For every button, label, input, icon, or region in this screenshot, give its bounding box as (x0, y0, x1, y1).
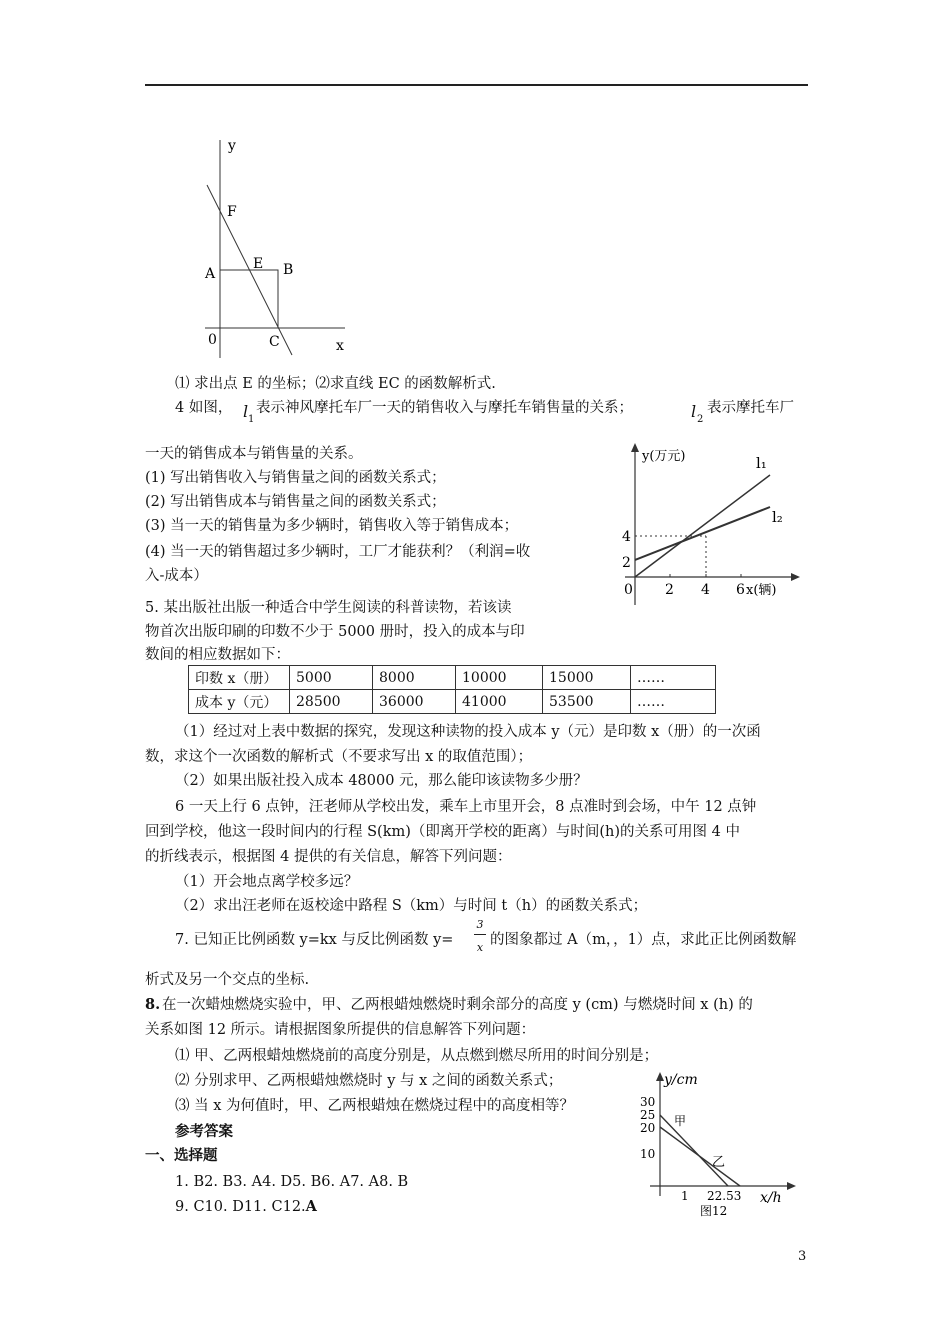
table-row (189, 690, 716, 714)
q4-intro-b: 表示神风摩托车厂一天的销售收入与摩托车销售量的关系； (256, 400, 633, 416)
q8-line1: 在一次蜡烛燃烧实验中，甲、乙两根蜡烛燃烧时剩余部分的高度 y (cm) 与燃烧时间 x (h) 的 (162, 997, 753, 1013)
q4-intro-a: 4 如图， (175, 400, 233, 416)
q3-subquestion: ⑴ 求出点 E 的坐标；⑵求直线 EC 的函数解析式. (175, 376, 496, 392)
fig3-label-jia: 甲 (674, 1114, 687, 1128)
fig3-tick-x1: 1 (681, 1189, 689, 1203)
table-cell: 41000 (456, 690, 543, 714)
fig2-tick-x4: 4 (701, 582, 710, 598)
fig1-label-c: C (269, 334, 280, 350)
fig1-label-b: B (283, 262, 294, 278)
fig3-x-label: x/h (760, 1190, 782, 1206)
fig3-tick-25: 25 (640, 1108, 656, 1122)
fig1-label-a: A (205, 266, 216, 282)
header-rule (145, 84, 808, 86)
fig2-l2: l₂ (772, 508, 783, 526)
fig2-l1: l₁ (756, 454, 767, 472)
table-cell: 15000 (543, 666, 631, 690)
answers-title: 参考答案 (175, 1123, 233, 1140)
table-cell: 53500 (543, 690, 631, 714)
q4-l1-sub: 1 (248, 414, 255, 425)
table-cell: 5000 (290, 666, 373, 690)
answers-row2 (175, 1197, 317, 1217)
q4-sub1: (1) 写出销售收入与销售量之间的函数关系式； (145, 470, 446, 486)
fig3-caption: 图12 (700, 1204, 728, 1218)
figure-sales-chart (610, 440, 800, 615)
q8-number: 8. (145, 996, 161, 1013)
q7-frac-bar (474, 934, 486, 935)
figure-candle-chart (630, 1068, 810, 1218)
q4-sub4-cont: 入-成本） (145, 568, 208, 584)
q8-sub2: ⑵ 分别求甲、乙两根蜡烛燃烧时 y 与 x 之间的函数关系式； (175, 1073, 563, 1089)
fig2-tick-y4: 4 (622, 529, 631, 545)
figure-rectangle-line (195, 130, 365, 360)
fig2-y-label: y(万元) (642, 449, 686, 464)
q4-l2-sub: 2 (697, 414, 704, 425)
table-cell: 28500 (290, 690, 373, 714)
fig2-tick-y2: 2 (622, 555, 631, 571)
table-cell: 成本 y（元） (189, 690, 290, 714)
q5-line3: 数间的相应数据如下： (145, 647, 290, 663)
table-cell: 印数 x（册） (189, 666, 290, 690)
fig2-x-label: x(辆) (746, 583, 777, 598)
fig1-label-f: F (227, 204, 237, 220)
table-cell: …… (631, 666, 716, 690)
fig3-tick-20: 20 (640, 1121, 656, 1135)
table-cell: 8000 (373, 666, 456, 690)
print-cost-table (188, 665, 716, 714)
fig3-label-yi: 乙 (712, 1155, 726, 1170)
fig1-label-o: 0 (208, 332, 217, 348)
q7-frac-num: 3 (476, 918, 484, 931)
fig2-tick-x0: 0 (624, 582, 633, 598)
q5-sub1-b: 数，求这个一次函数的解析式（不要求写出 x 的取值范围）； (145, 749, 533, 765)
table-row (189, 666, 716, 690)
table-cell: …… (631, 690, 716, 714)
q4-intro-c: 表示摩托车厂 (707, 400, 794, 416)
q5-line1: 5. 某出版社出版一种适合中学生阅读的科普读物，若该读 (145, 600, 512, 616)
q7-line1-b: 的图象都过 A（m，，1）点，求此正比例函数解 (490, 932, 797, 948)
q5-sub2: （2）如果出版社投入成本 48000 元，那么能印该读物多少册？ (175, 773, 588, 789)
answers-row2-last: A (305, 1198, 317, 1215)
table-cell: 10000 (456, 666, 543, 690)
fig3-y-label: y/cm (664, 1072, 698, 1088)
q4-sub2: (2) 写出销售成本与销售量之间的函数关系式； (145, 494, 446, 510)
fig2-tick-x6: 6 (736, 582, 745, 598)
fig3-tick-30: 30 (640, 1095, 656, 1109)
q6-sub2: （2）求出汪老师在返校途中路程 S（km）与时间 t（h）的函数关系式； (175, 898, 648, 914)
page-number: 3 (798, 1249, 807, 1264)
q7-line1-a: 7. 已知正比例函数 y=kx 与反比例函数 y= (175, 932, 454, 948)
q4-line2: 一天的销售成本与销售量的关系。 (145, 446, 363, 462)
fig3-tick-10: 10 (640, 1147, 656, 1161)
q5-line2: 物首次出版印刷的印数不少于 5000 册时，投入的成本与印 (145, 624, 525, 640)
q6-line1: 6 一天上行 6 点钟，汪老师从学校出发，乘车上市里开会，8 点准时到会场，中午 12 点钟 (175, 799, 757, 815)
q8-line2: 关系如图 12 所示。请根据图象所提供的信息解答下列问题： (145, 1022, 536, 1038)
answers-row2-text: 9. C10. D11. C12. (175, 1199, 306, 1215)
q4-l2: l (691, 402, 697, 421)
fig2-tick-x2: 2 (665, 582, 674, 598)
q6-line3: 的折线表示，根据图 4 提供的有关信息，解答下列问题： (145, 849, 512, 865)
fig3-tick-x-values: 22.53 (707, 1189, 742, 1203)
q6-sub1: （1）开会地点离学校多远？ (175, 874, 359, 890)
q6-line2: 回到学校，他这一段时间内的行程 S(km)（即离开学校的距离）与时间(h)的关系可用图 4 中 (145, 824, 740, 840)
answers-section: 一、选择题 (145, 1147, 218, 1164)
table-cell: 36000 (373, 690, 456, 714)
q4-l1: l (243, 402, 249, 421)
q4-sub3: (3) 当一天的销售量为多少辆时，销售收入等于销售成本； (145, 518, 519, 534)
q5-sub1-a: （1）经过对上表中数据的探究，发现这种读物的投入成本 y（元）是印数 x（册）的一次函 (175, 724, 761, 740)
q7-line2: 析式及另一个交点的坐标. (145, 972, 310, 988)
fig1-label-x: x (336, 338, 344, 354)
answers-row1: 1. B2. B3. A4. D5. B6. A7. A8. B (175, 1174, 409, 1190)
fig1-label-e: E (253, 256, 264, 272)
q8-sub3: ⑶ 当 x 为何值时，甲、乙两根蜡烛在燃烧过程中的高度相等？ (175, 1098, 575, 1114)
fig1-label-y: y (228, 138, 236, 154)
q4-sub4: (4) 当一天的销售超过多少辆时，工厂才能获利？（利润=收 (145, 544, 531, 560)
q8-sub1: ⑴ 甲、乙两根蜡烛燃烧前的高度分别是，从点燃到燃尽所用的时间分别是； (175, 1048, 659, 1064)
q7-frac-den: x (476, 941, 484, 954)
